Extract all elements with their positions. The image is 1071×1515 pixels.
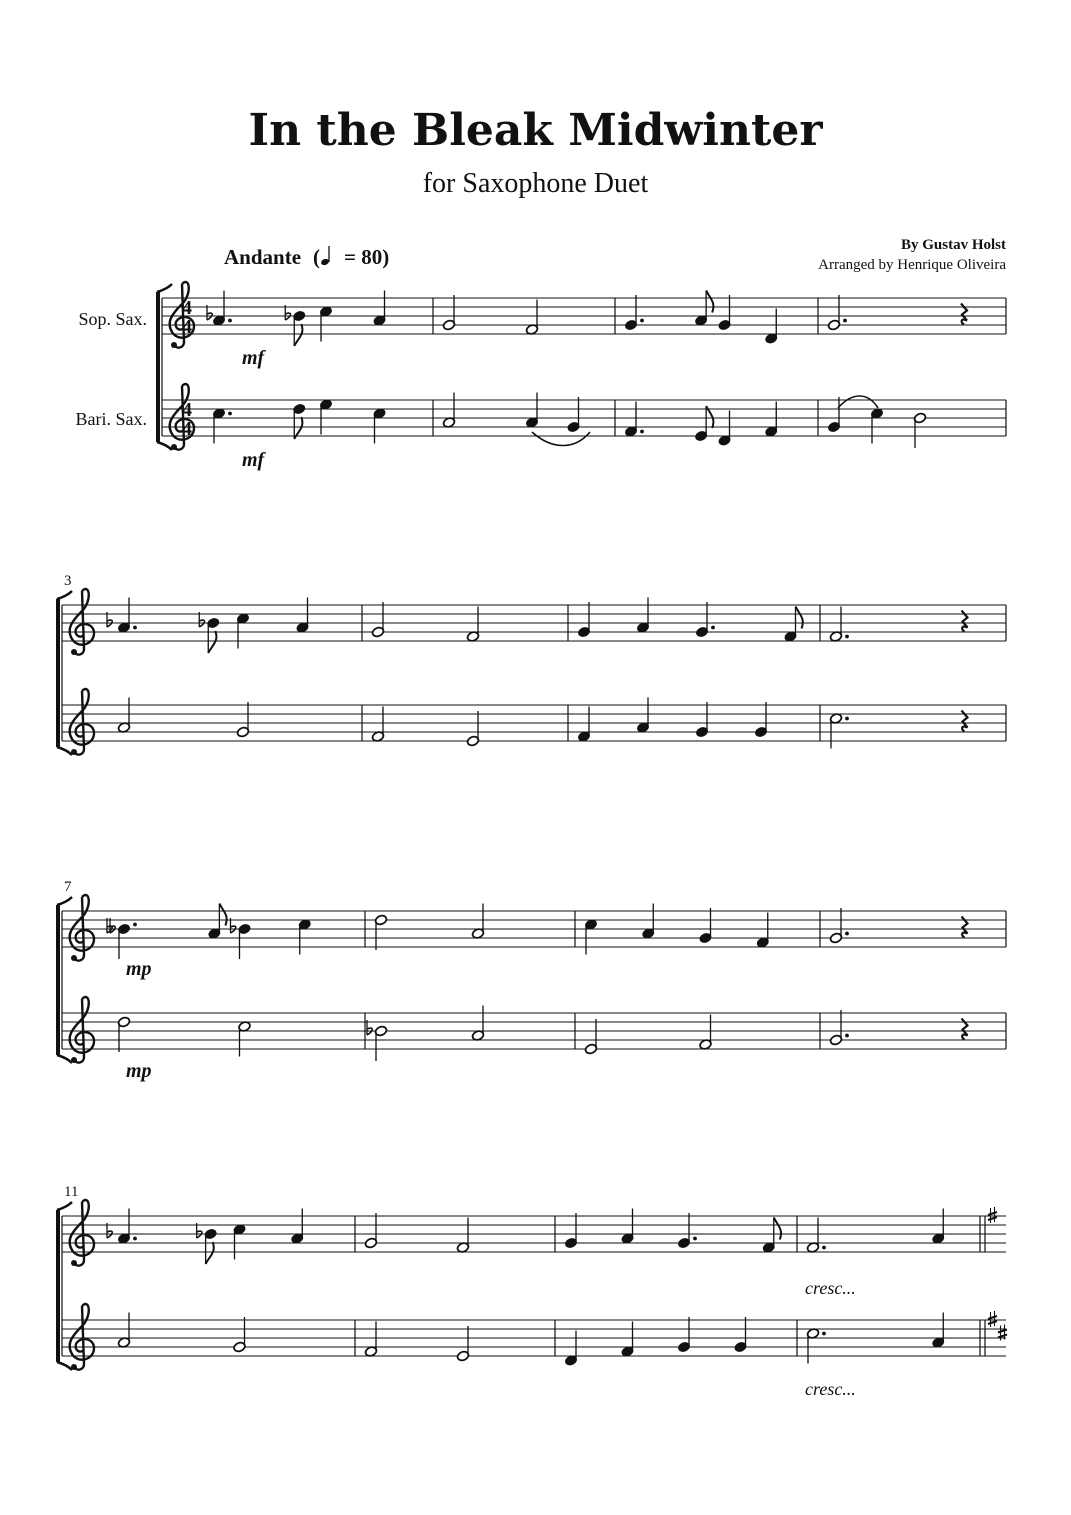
- augmentation-dot: [843, 319, 847, 323]
- key-change-sharp-icon: [988, 1207, 997, 1223]
- flat-bowl: [197, 1231, 202, 1238]
- sharp-bar: [998, 1335, 1007, 1338]
- augmentation-dot: [640, 430, 644, 434]
- page-title: In the Bleak Midwinter: [248, 105, 823, 156]
- sharp-bar: [998, 1330, 1007, 1333]
- treble-clef-path: [70, 589, 94, 655]
- instrument-name-baritone: Bari. Sax.: [75, 409, 147, 429]
- flat-bowl: [107, 620, 112, 627]
- bracket-bottom-hook: [57, 1055, 72, 1063]
- augmentation-dot: [133, 626, 137, 630]
- treble-clef-dot: [71, 649, 77, 655]
- treble-clef-path: [70, 1304, 94, 1370]
- bracket-bottom-hook: [57, 747, 72, 755]
- measure-number: 3: [64, 573, 72, 589]
- arranger-credit: Arranged by Henrique Oliveira: [818, 257, 1006, 273]
- dynamic-mp: mp: [126, 958, 152, 980]
- treble-clef-path: [70, 1200, 94, 1266]
- bracket-bottom-hook: [57, 1362, 72, 1370]
- treble-clef-path: [70, 997, 94, 1063]
- treble-clef-dot: [171, 342, 177, 348]
- dynamic-mp: mp: [126, 1060, 152, 1082]
- treble-clef-icon: [70, 1304, 94, 1370]
- slur: [532, 432, 590, 446]
- bracket-top-hook: [57, 897, 72, 905]
- flat-bowl: [367, 1028, 372, 1035]
- treble-clef-icon: [70, 997, 94, 1063]
- dynamic-cresc: cresc...: [805, 1379, 856, 1399]
- dynamic-mf: mf: [242, 347, 265, 369]
- augmentation-dot: [693, 1237, 697, 1241]
- augmentation-dot: [228, 319, 232, 323]
- treble-clef-icon: [70, 1200, 94, 1266]
- augmentation-dot: [711, 626, 715, 630]
- augmentation-dot: [845, 1034, 849, 1038]
- composer-credit: By Gustav Holst: [900, 237, 1006, 253]
- augmentation-dot: [845, 932, 849, 936]
- dynamic-mf: mf: [242, 449, 265, 471]
- augmentation-dot: [845, 717, 849, 721]
- eighth-flag: [219, 904, 226, 926]
- eighth-flag: [706, 291, 713, 313]
- treble-clef-dot: [71, 1260, 77, 1266]
- flat-bowl: [107, 1231, 112, 1238]
- tempo-bpm: = 80): [344, 245, 390, 269]
- sharp-bar: [988, 1217, 997, 1220]
- bracket-top-hook: [57, 591, 72, 599]
- bracket-top-hook: [57, 1202, 72, 1210]
- treble-clef-path: [70, 689, 94, 755]
- measure-number: 11: [64, 1184, 79, 1200]
- augmentation-dot: [822, 1332, 826, 1336]
- eighth-flag: [206, 1242, 214, 1264]
- time-signature-numerator: 4: [182, 297, 192, 319]
- sharp-bar: [988, 1212, 997, 1215]
- page-subtitle: for Saxophone Duet: [422, 168, 649, 199]
- augmentation-dot: [228, 412, 232, 416]
- time-signature-denominator: 4: [182, 316, 192, 338]
- tempo-label: Andante: [224, 245, 302, 269]
- slur: [838, 396, 878, 408]
- augmentation-dot: [845, 635, 849, 639]
- eighth-flag: [796, 607, 803, 629]
- treble-clef-icon: [70, 689, 94, 755]
- sharp-bar: [988, 1321, 997, 1324]
- flat-bowl: [285, 313, 290, 320]
- key-change-sharp-icon: [988, 1311, 997, 1327]
- measure-number: 7: [64, 879, 72, 895]
- dynamic-cresc: cresc...: [805, 1278, 856, 1298]
- tempo-open-paren: (: [313, 245, 320, 269]
- treble-clef-path: [70, 895, 94, 961]
- augmentation-dot: [822, 1246, 826, 1250]
- bracket-bottom-hook: [157, 442, 172, 450]
- bracket-top-hook: [157, 284, 172, 292]
- treble-clef-icon: [70, 895, 94, 961]
- treble-clef-icon: [70, 589, 94, 655]
- augmentation-dot: [640, 319, 644, 323]
- flat-bowl: [199, 620, 204, 627]
- eighth-flag: [208, 631, 216, 653]
- eighth-flag: [774, 1218, 781, 1240]
- eighth-flag: [294, 324, 302, 346]
- flat-bowl: [231, 926, 236, 933]
- time-signature-denominator: 4: [182, 418, 192, 440]
- augmentation-dot: [133, 1237, 137, 1241]
- treble-clef-dot: [71, 955, 77, 961]
- augmentation-dot: [133, 923, 137, 927]
- sharp-bar: [988, 1316, 997, 1319]
- flat-bowl: [207, 313, 212, 320]
- time-signature-numerator: 4: [182, 399, 192, 421]
- instrument-name-soprano: Sop. Sax.: [78, 309, 147, 329]
